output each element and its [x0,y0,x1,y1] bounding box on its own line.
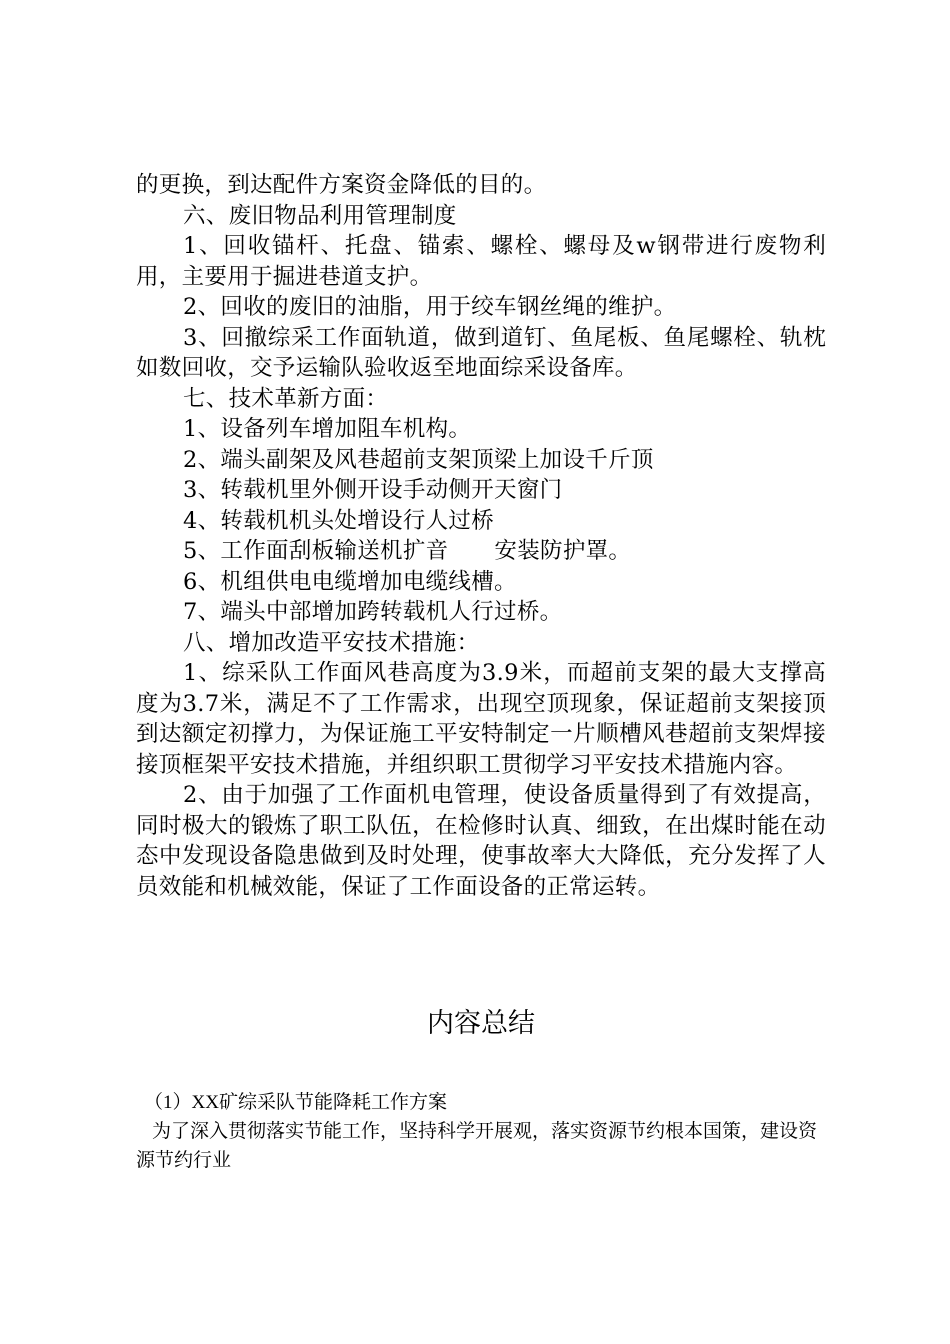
list-item-text-a: 5、工作面刮板输送机扩音 [183,538,449,564]
paragraph: 2、回收的废旧的油脂，用于绞车钢丝绳的维护。 [183,294,677,320]
paragraph: 2、由于加强了工作面机电管理，使设备质量得到了有效提高，同时极大的锻炼了职工队伍，在检修时认真、细致，在出煤时能在动态中发现设备隐患做到及时处理，使事故率大大降低，充分发挥了人员效能和机械效能，保证了工作面设备的正常运转。 [136,782,826,900]
paragraph: 1、回收锚杆、托盘、锚索、螺栓、螺母及w钢带进行废物利用，主要用于掘进巷道支护。 [136,233,826,290]
list-item: 2、端头副架及风巷超前支架顶梁上加设千斤顶 [183,446,654,473]
summary-section [136,1088,826,1175]
document-body [136,170,826,902]
list-item: 7、端头中部增加跨转载机人行过桥。 [183,599,563,625]
paragraph: 1、综采队工作面风巷高度为3.9米，而超前支架的最大支撑高度为3.7米，满足不了工作需求，出现空顶现象，保证超前支架接顶到达额定初撑力，为保证施工平安特制定一片顺槽风巷超前支架焊接接顶框架平安技术措施，并组织职工贯彻学习平安技术措施内容。 [136,660,826,778]
list-item: 4、转载机机头处增设行人过桥 [183,507,495,534]
list-item: 1、设备列车增加阻车机构。 [183,416,472,442]
list-item-text-b: 安装防护罩。 [494,538,632,564]
list-item: 3、转载机里外侧开设手动侧开天窗门 [183,477,563,503]
list-item: 6、机组供电电缆增加电缆线槽。 [183,568,517,595]
section-heading-eight: 八、增加改造平安技术措施： [183,629,480,656]
section-heading-six: 六、废旧物品利用管理制度 [183,202,457,229]
list-item [136,536,826,567]
summary-heading: （1）XX矿综采队节能降耗工作方案 [144,1092,447,1113]
summary-paragraph: 为了深入贯彻落实节能工作，坚持科学开展观，落实资源节约根本国策，建设资源节约行业 [136,1121,818,1171]
summary-title: 内容总结 [427,1008,535,1039]
paragraph: 的更换，到达配件方案资金降低的目的。 [136,172,547,198]
paragraph: 3、回撤综采工作面轨道，做到道钉、鱼尾板、鱼尾螺栓、轨枕如数回收，交予运输队验收返至地面综采设备库。 [136,324,826,381]
section-heading-seven: 七、技术革新方面： [183,385,389,412]
